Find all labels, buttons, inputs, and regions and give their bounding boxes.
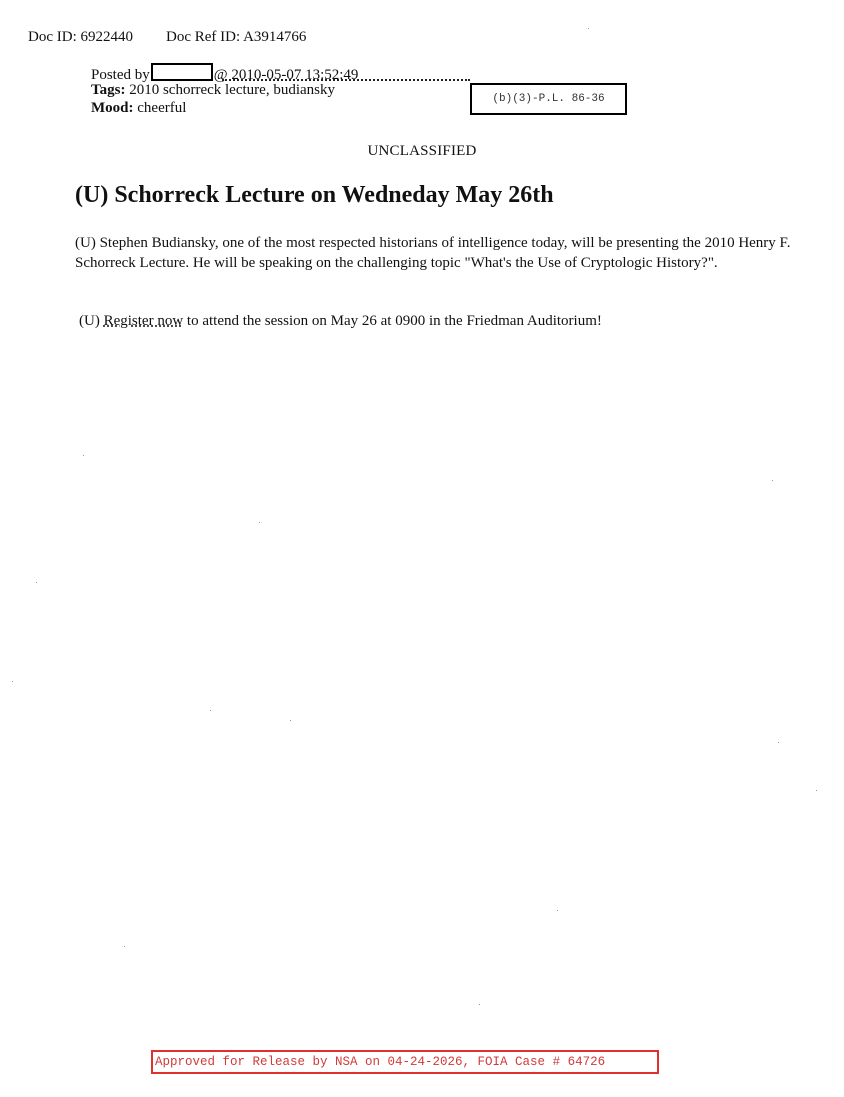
- scan-speck: [772, 480, 773, 481]
- doc-id: Doc ID: 6922440: [28, 29, 133, 45]
- article-paragraph-1: (U) Stephen Budiansky, one of the most respected historians of intelligence today, will be presenting the 2010 Henry F. Schorreck Lecture. He will be speaking on the challenging topic "What's the Use of Cryptologic History?".: [75, 235, 791, 271]
- article-paragraph-2: [79, 311, 799, 331]
- classification-banner: UNCLASSIFIED: [367, 143, 477, 159]
- mood-value: cheerful: [137, 100, 187, 116]
- scan-speck: [479, 1004, 480, 1005]
- scan-speck: [83, 455, 84, 456]
- scan-speck: [816, 790, 817, 791]
- doc-ref-id: Doc Ref ID: A3914766: [166, 29, 307, 45]
- scan-speck: [36, 582, 37, 583]
- scan-speck: [12, 681, 13, 682]
- register-now-link[interactable]: Register now: [103, 313, 184, 329]
- mood-label: Mood:: [91, 100, 134, 116]
- release-approval-stamp: Approved for Release by NSA on 04-24-2026, FOIA Case # 64726: [151, 1050, 659, 1074]
- redacted-author-box: [151, 63, 213, 81]
- exemption-marking-box: (b)(3)-P.L. 86-36: [470, 83, 627, 115]
- mood-line: [91, 99, 186, 117]
- scan-speck: [290, 720, 291, 721]
- posted-timestamp: @ 2010-05-07 13:52:49: [213, 67, 359, 83]
- scan-speck: [210, 710, 211, 711]
- scan-speck: [124, 946, 125, 947]
- paragraph-2-suffix: to attend the session on May 26 at 0900 in the Friedman Auditorium!: [183, 313, 602, 329]
- paragraph-2-prefix: (U): [79, 313, 104, 329]
- tags-line: [91, 81, 335, 99]
- tags-label: Tags:: [91, 82, 126, 98]
- posted-by-label: Posted by: [91, 67, 150, 83]
- article-title: (U) Schorreck Lecture on Wedneday May 26th: [75, 182, 554, 208]
- scan-speck: [259, 522, 260, 523]
- scan-speck: [557, 910, 558, 911]
- scan-speck: [778, 742, 779, 743]
- tags-value: 2010 schorreck lecture, budiansky: [129, 82, 335, 98]
- scan-speck: [588, 28, 589, 29]
